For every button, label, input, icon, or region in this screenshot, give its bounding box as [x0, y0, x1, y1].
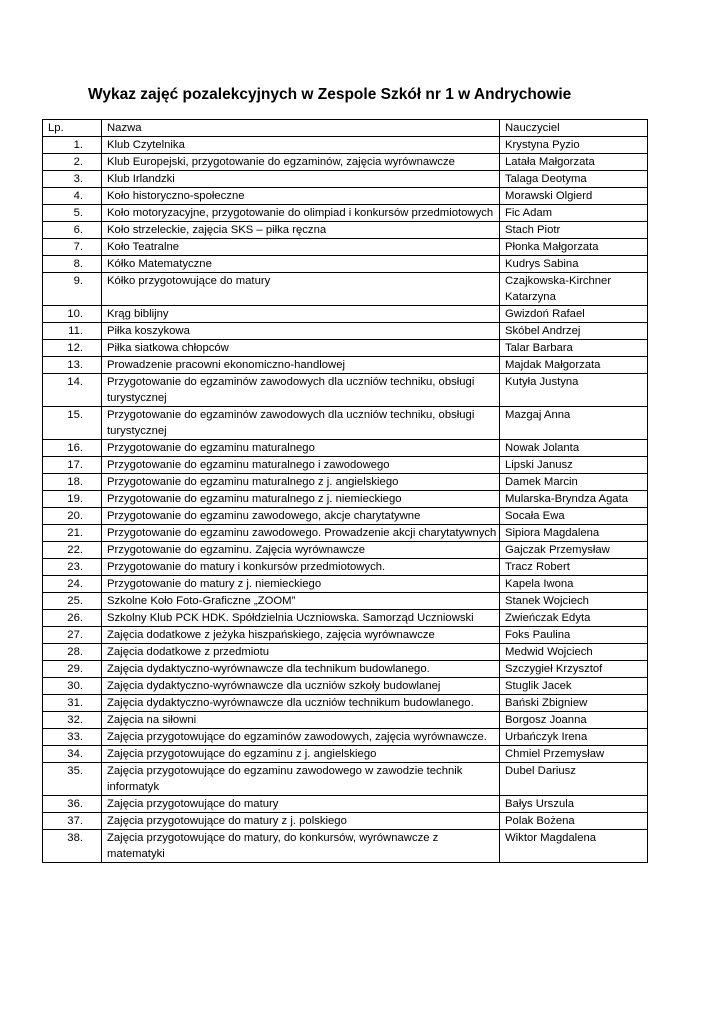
table-row: [43, 154, 648, 171]
activity-name: Szkolny Klub PCK HDK. Spółdzielnia Uczniowska. Samorząd Uczniowski: [102, 610, 500, 627]
table-row: [43, 644, 648, 661]
table-row: [43, 491, 648, 508]
activity-name: Klub Irlandzki: [102, 171, 500, 188]
row-number: 38.: [43, 830, 102, 863]
teacher-name: Kudrys Sabina: [500, 256, 648, 273]
row-number: 21.: [43, 525, 102, 542]
table-row: [43, 306, 648, 323]
row-number: 22.: [43, 542, 102, 559]
teacher-name: Krystyna Pyzio: [500, 137, 648, 154]
header-nauczyciel: Nauczyciel: [500, 120, 648, 137]
activity-name: Koło historyczno-społeczne: [102, 188, 500, 205]
row-number: 31.: [43, 695, 102, 712]
teacher-name: Bański Zbigniew: [500, 695, 648, 712]
activity-name: Zajęcia przygotowujące do egzaminu zawodowego w zawodzie technik informatyk: [102, 763, 500, 796]
row-number: 29.: [43, 661, 102, 678]
row-number: 32.: [43, 712, 102, 729]
table-row: [43, 559, 648, 576]
teacher-name: Latała Małgorzata: [500, 154, 648, 171]
row-number: 10.: [43, 306, 102, 323]
table-row: [43, 593, 648, 610]
teacher-name: Czajkowska-Kirchner Katarzyna: [500, 273, 648, 306]
table-row: [43, 222, 648, 239]
table-row: [43, 457, 648, 474]
activity-name: Przygotowanie do matury i konkursów przedmiotowych.: [102, 559, 500, 576]
activity-name: Koło Teatralne: [102, 239, 500, 256]
row-number: 3.: [43, 171, 102, 188]
activity-name: Kółko przygotowujące do matury: [102, 273, 500, 306]
row-number: 1.: [43, 137, 102, 154]
table-row: [43, 525, 648, 542]
table-row: [43, 205, 648, 222]
teacher-name: Stuglik Jacek: [500, 678, 648, 695]
table-row: [43, 813, 648, 830]
activity-name: Prowadzenie pracowni ekonomiczno-handlowej: [102, 357, 500, 374]
table-row: [43, 171, 648, 188]
teacher-name: Medwid Wojciech: [500, 644, 648, 661]
teacher-name: Płonka Małgorzata: [500, 239, 648, 256]
table-row: [43, 374, 648, 407]
activity-name: Przygotowanie do egzaminów zawodowych dla uczniów techniku, obsługi turystycznej: [102, 374, 500, 407]
activity-name: Zajęcia przygotowujące do egzaminu z j. angielskiego: [102, 746, 500, 763]
teacher-name: Fic Adam: [500, 205, 648, 222]
table-row: [43, 627, 648, 644]
table-row: [43, 188, 648, 205]
teacher-name: Lipski Janusz: [500, 457, 648, 474]
teacher-name: Bałys Urszula: [500, 796, 648, 813]
activity-name: Krąg biblijny: [102, 306, 500, 323]
table-row: [43, 256, 648, 273]
row-number: 5.: [43, 205, 102, 222]
row-number: 23.: [43, 559, 102, 576]
teacher-name: Stanek Wojciech: [500, 593, 648, 610]
row-number: 20.: [43, 508, 102, 525]
row-number: 26.: [43, 610, 102, 627]
row-number: 11.: [43, 323, 102, 340]
teacher-name: Foks Paulina: [500, 627, 648, 644]
activity-name: Piłka koszykowa: [102, 323, 500, 340]
row-number: 37.: [43, 813, 102, 830]
row-number: 12.: [43, 340, 102, 357]
activity-name: Klub Europejski, przygotowanie do egzaminów, zajęcia wyrównawcze: [102, 154, 500, 171]
row-number: 27.: [43, 627, 102, 644]
teacher-name: Chmiel Przemysław: [500, 746, 648, 763]
activity-name: Przygotowanie do egzaminu maturalnego z j. niemieckiego: [102, 491, 500, 508]
row-number: 35.: [43, 763, 102, 796]
table-row: [43, 474, 648, 491]
teacher-name: Borgosz Joanna: [500, 712, 648, 729]
table-row: [43, 729, 648, 746]
teacher-name: Gwizdoń Rafael: [500, 306, 648, 323]
activity-name: Przygotowanie do egzaminu maturalnego i zawodowego: [102, 457, 500, 474]
table-row: [43, 763, 648, 796]
row-number: 33.: [43, 729, 102, 746]
row-number: 13.: [43, 357, 102, 374]
table-row: [43, 712, 648, 729]
activity-name: Koło strzeleckie, zajęcia SKS – piłka ręczna: [102, 222, 500, 239]
teacher-name: Talaga Deotyma: [500, 171, 648, 188]
activity-name: Przygotowanie do egzaminu maturalnego z j. angielskiego: [102, 474, 500, 491]
row-number: 18.: [43, 474, 102, 491]
activity-name: Zajęcia dydaktyczno-wyrównawcze dla technikum budowlanego.: [102, 661, 500, 678]
row-number: 19.: [43, 491, 102, 508]
row-number: 17.: [43, 457, 102, 474]
activities-table: [42, 119, 648, 863]
row-number: 8.: [43, 256, 102, 273]
table-row: [43, 542, 648, 559]
table-row: [43, 357, 648, 374]
teacher-name: Mazgaj Anna: [500, 407, 648, 440]
activity-name: Zajęcia dydaktyczno-wyrównawcze dla uczniów szkoły budowlanej: [102, 678, 500, 695]
activity-name: Zajęcia dodatkowe z jeżyka hiszpańskiego, zajęcia wyrównawcze: [102, 627, 500, 644]
teacher-name: Dubel Dariusz: [500, 763, 648, 796]
table-row: [43, 678, 648, 695]
teacher-name: Talar Barbara: [500, 340, 648, 357]
activity-name: Kółko Matematyczne: [102, 256, 500, 273]
activity-name: Piłka siatkowa chłopców: [102, 340, 500, 357]
teacher-name: Majdak Małgorzata: [500, 357, 648, 374]
row-number: 2.: [43, 154, 102, 171]
activity-name: Zajęcia przygotowujące do matury z j. polskiego: [102, 813, 500, 830]
teacher-name: Szczygieł Krzysztof: [500, 661, 648, 678]
row-number: 30.: [43, 678, 102, 695]
activity-name: Przygotowanie do matury z j. niemieckiego: [102, 576, 500, 593]
activity-name: Klub Czytelnika: [102, 137, 500, 154]
activity-name: Szkolne Koło Foto-Graficzne „ZOOM”: [102, 593, 500, 610]
teacher-name: Kapela Iwona: [500, 576, 648, 593]
table-row: [43, 239, 648, 256]
row-number: 34.: [43, 746, 102, 763]
teacher-name: Wiktor Magdalena: [500, 830, 648, 863]
table-row: [43, 576, 648, 593]
teacher-name: Mularska-Bryndza Agata: [500, 491, 648, 508]
row-number: 36.: [43, 796, 102, 813]
header-lp: Lp.: [43, 120, 102, 137]
activity-name: Zajęcia przygotowujące do matury, do konkursów, wyrównawcze z matematyki: [102, 830, 500, 863]
table-row: [43, 695, 648, 712]
table-row: [43, 440, 648, 457]
activity-name: Zajęcia przygotowujące do matury: [102, 796, 500, 813]
row-number: 14.: [43, 374, 102, 407]
teacher-name: Skóbel Andrzej: [500, 323, 648, 340]
table-body: [43, 137, 648, 863]
page-title: Wykaz zajęć pozalekcyjnych w Zespole Szkół nr 1 w Andrychowie: [88, 86, 572, 103]
table-row: [43, 746, 648, 763]
activity-name: Przygotowanie do egzaminu maturalnego: [102, 440, 500, 457]
teacher-name: Stach Piotr: [500, 222, 648, 239]
activity-name: Przygotowanie do egzaminu. Zajęcia wyrównawcze: [102, 542, 500, 559]
teacher-name: Damek Marcin: [500, 474, 648, 491]
activity-name: Zajęcia na siłowni: [102, 712, 500, 729]
teacher-name: Nowak Jolanta: [500, 440, 648, 457]
teacher-name: Kutyła Justyna: [500, 374, 648, 407]
activity-name: Zajęcia przygotowujące do egzaminów zawodowych, zajęcia wyrównawcze.: [102, 729, 500, 746]
teacher-name: Polak Bożena: [500, 813, 648, 830]
teacher-name: Gajczak Przemysław: [500, 542, 648, 559]
teacher-name: Tracz Robert: [500, 559, 648, 576]
row-number: 28.: [43, 644, 102, 661]
table-row: [43, 508, 648, 525]
table-header-row: [43, 120, 648, 137]
row-number: 7.: [43, 239, 102, 256]
row-number: 16.: [43, 440, 102, 457]
table-row: [43, 661, 648, 678]
teacher-name: Sipiora Magdalena: [500, 525, 648, 542]
row-number: 6.: [43, 222, 102, 239]
activity-name: Przygotowanie do egzaminu zawodowego, akcje charytatywne: [102, 508, 500, 525]
row-number: 24.: [43, 576, 102, 593]
activity-name: Przygotowanie do egzaminów zawodowych dla uczniów techniku, obsługi turystycznej: [102, 407, 500, 440]
row-number: 9.: [43, 273, 102, 306]
table-row: [43, 407, 648, 440]
activity-name: Zajęcia dydaktyczno-wyrównawcze dla uczniów technikum budowlanego.: [102, 695, 500, 712]
header-nazwa: Nazwa: [102, 120, 500, 137]
teacher-name: Socała Ewa: [500, 508, 648, 525]
table-row: [43, 830, 648, 863]
table-row: [43, 273, 648, 306]
teacher-name: Morawski Olgierd: [500, 188, 648, 205]
table-row: [43, 610, 648, 627]
table-row: [43, 796, 648, 813]
activity-name: Zajęcia dodatkowe z przedmiotu: [102, 644, 500, 661]
row-number: 4.: [43, 188, 102, 205]
teacher-name: Zwieńczak Edyta: [500, 610, 648, 627]
teacher-name: Urbańczyk Irena: [500, 729, 648, 746]
table-row: [43, 340, 648, 357]
table-row: [43, 137, 648, 154]
activity-name: Koło motoryzacyjne, przygotowanie do olimpiad i konkursów przedmiotowych: [102, 205, 500, 222]
table-row: [43, 323, 648, 340]
row-number: 25.: [43, 593, 102, 610]
activity-name: Przygotowanie do egzaminu zawodowego. Prowadzenie akcji charytatywnych: [102, 525, 500, 542]
row-number: 15.: [43, 407, 102, 440]
